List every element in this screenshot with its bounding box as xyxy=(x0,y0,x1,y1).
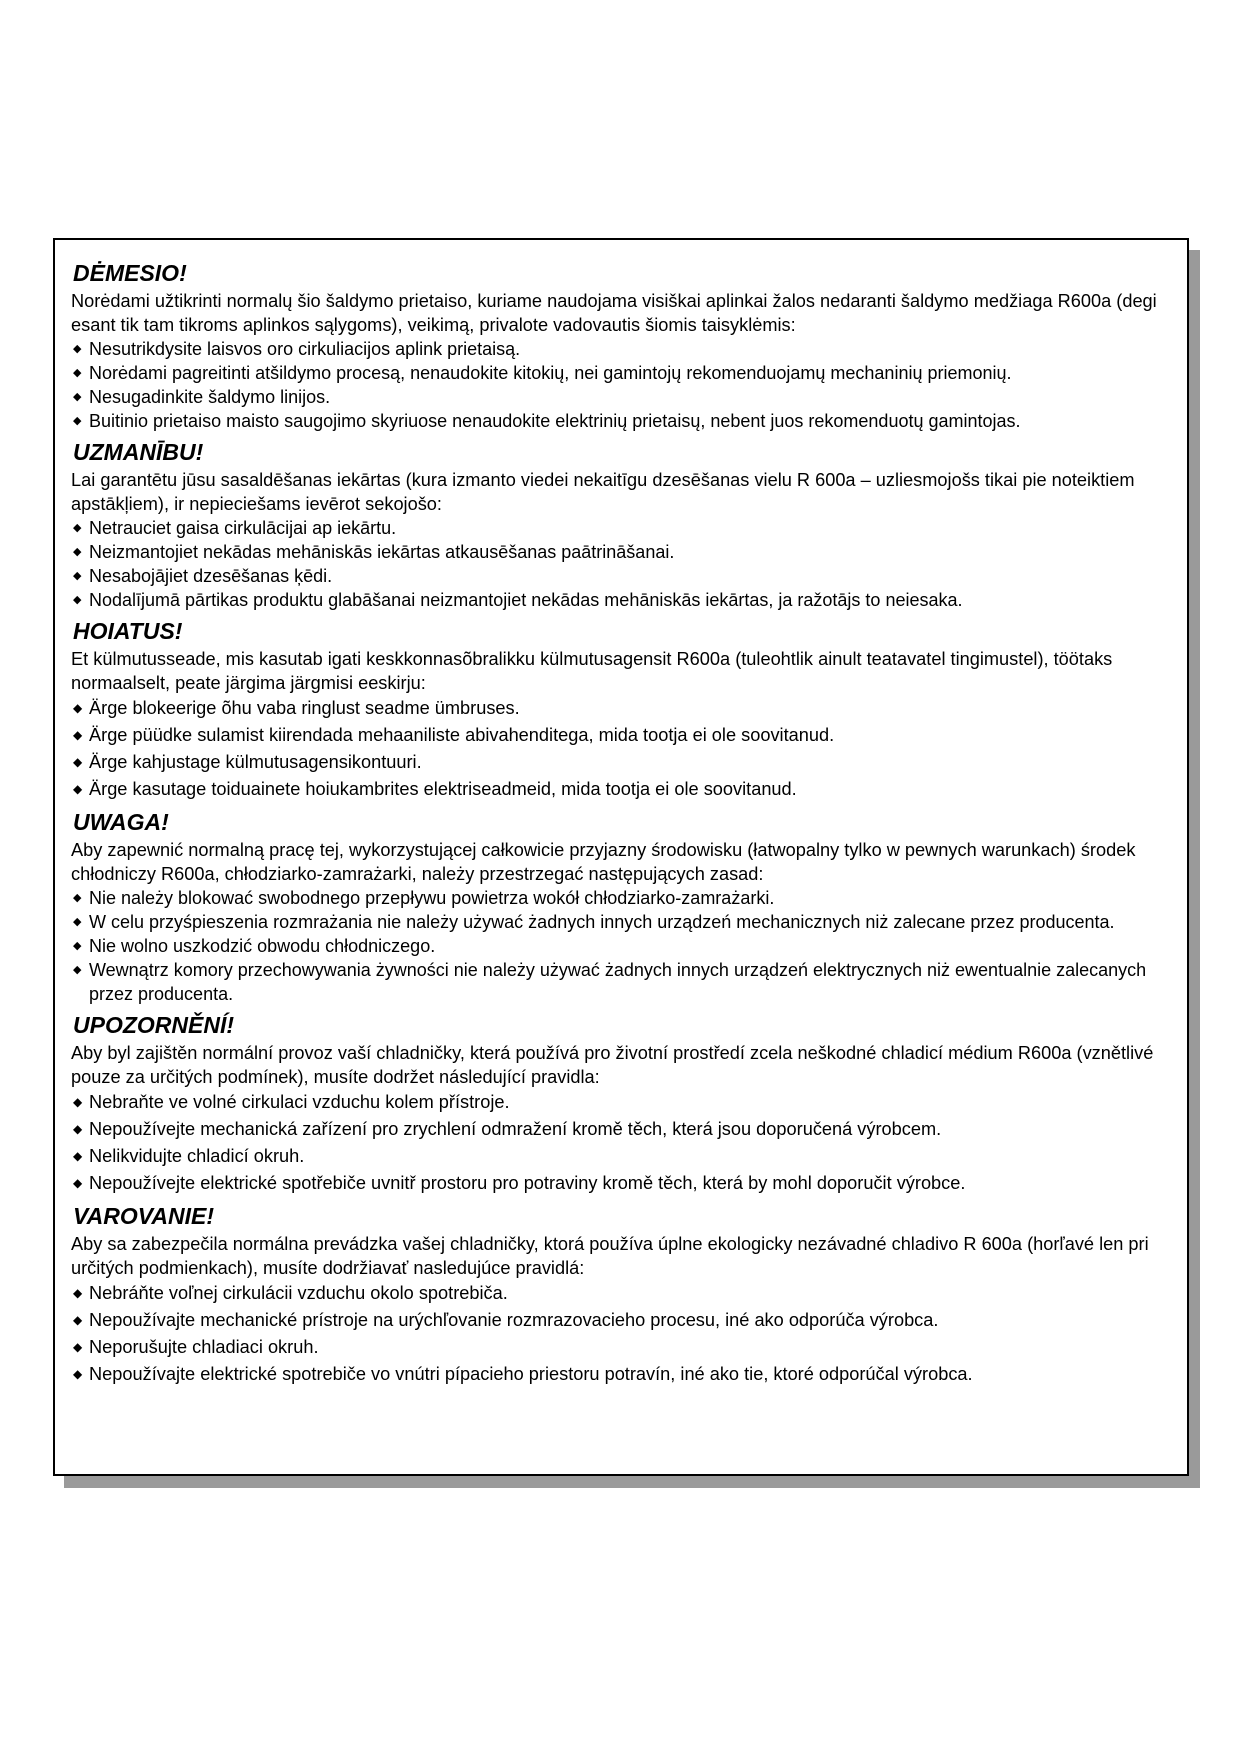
diamond-bullet-icon: ◆ xyxy=(73,964,82,976)
rule-text: Nodalījumā pārtikas produktu glabāšanai neizmantojiet nekādas mehāniskās iekārtas, ja ražotājs to neiesaka. xyxy=(89,590,963,610)
rule-text: Neizmantojiet nekādas mehāniskās iekārtas atkausēšanas paātrināšanai. xyxy=(89,542,675,562)
rule-text: Wewnątrz komory przechowywania żywności nie należy używać żadnych innych urządzeń elektrycznych niż ewentualnie zalecanych przez producenta. xyxy=(89,960,1147,1004)
list-item xyxy=(71,516,1173,540)
rule-text: W celu przyśpieszenia rozmrażania nie należy używać żadnych innych urządzeń mechanicznych niż zalecane przez producenta. xyxy=(89,912,1115,932)
list-item xyxy=(71,385,1173,409)
list-item xyxy=(71,749,1173,776)
notice-section-latvian xyxy=(71,439,1173,612)
rule-text: Nesugadinkite šaldymo linijos. xyxy=(89,387,331,407)
list-item xyxy=(71,1089,1173,1116)
rule-text: Nelikvidujte chladicí okruh. xyxy=(89,1146,305,1166)
rule-text: Ärge kasutage toiduainete hoiukambrites elektriseadmeid, mida tootja ei ole soovitanud. xyxy=(89,779,797,799)
section-title: UWAGA! xyxy=(73,809,169,835)
list-item xyxy=(71,361,1173,385)
diamond-bullet-icon: ◆ xyxy=(73,1176,83,1190)
rule-text: Nebraňte ve volné cirkulaci vzduchu kolem přístroje. xyxy=(89,1092,510,1112)
rule-list xyxy=(71,516,1173,612)
diamond-bullet-icon: ◆ xyxy=(73,782,83,796)
rule-text: Netrauciet gaisa cirkulācijai ap iekārtu. xyxy=(89,518,397,538)
rule-text: Nie wolno uszkodzić obwodu chłodniczego. xyxy=(89,936,436,956)
rule-text: Nie należy blokować swobodnego przepływu powietrza wokół chłodziarko-zamrażarki. xyxy=(89,888,775,908)
diamond-bullet-icon: ◆ xyxy=(73,1149,83,1163)
list-item xyxy=(71,958,1173,1006)
notice-section-estonian xyxy=(71,618,1173,803)
list-item xyxy=(71,1361,1173,1388)
diamond-bullet-icon: ◆ xyxy=(73,1367,83,1381)
list-item xyxy=(71,588,1173,612)
notice-section-lithuanian xyxy=(71,260,1173,433)
list-item xyxy=(71,409,1173,433)
rule-text: Nepoužívejte elektrické spotřebiče uvnitř prostoru pro potraviny kromě těch, která by mohl doporučit výrobce. xyxy=(89,1173,966,1193)
diamond-bullet-icon: ◆ xyxy=(73,1095,83,1109)
section-title: UPOZORNĚNÍ! xyxy=(73,1012,234,1038)
rule-text: Nepoužívejte mechanická zařízení pro zrychlení odmražení kromě těch, která jsou doporučená výrobcem. xyxy=(89,1119,942,1139)
diamond-bullet-icon: ◆ xyxy=(73,1340,83,1354)
diamond-bullet-icon: ◆ xyxy=(73,728,83,742)
section-intro: Aby zapewnić normalną pracę tej, wykorzystującej całkowicie przyjazny środowisku (łatwopalny tylko w pewnych warunkach) środek chłodniczy R600a, chłodziarko-zamrażarki, należy przestrzegać następujących zasad: xyxy=(71,840,1136,884)
rule-text: Norėdami pagreitinti atšildymo procesą, nenaudokite kitokių, nei gamintojų rekomenduojamų mechaninių priemonių. xyxy=(89,363,1012,383)
diamond-bullet-icon: ◆ xyxy=(73,1122,83,1136)
list-item xyxy=(71,934,1173,958)
rule-list xyxy=(71,695,1173,803)
rule-text: Nebráňte voľnej cirkulácii vzduchu okolo spotrebiča. xyxy=(89,1283,508,1303)
rule-list xyxy=(71,1089,1173,1197)
diamond-bullet-icon: ◆ xyxy=(73,570,82,582)
list-item xyxy=(71,564,1173,588)
diamond-bullet-icon: ◆ xyxy=(73,391,82,403)
rule-text: Ärge kahjustage külmutusagensikontuuri. xyxy=(89,752,422,772)
diamond-bullet-icon: ◆ xyxy=(73,367,82,379)
notice-section-polish xyxy=(71,809,1173,1006)
diamond-bullet-icon: ◆ xyxy=(73,594,82,606)
diamond-bullet-icon: ◆ xyxy=(73,415,82,427)
rule-text: Nepoužívajte elektrické spotrebiče vo vnútri pípacieho priestoru potravín, iné ako tie, ktoré odporúčal výrobca. xyxy=(89,1364,973,1384)
notice-section-czech xyxy=(71,1012,1173,1197)
list-item xyxy=(71,1307,1173,1334)
rule-text: Neporušujte chladiaci okruh. xyxy=(89,1337,319,1357)
diamond-bullet-icon: ◆ xyxy=(73,755,83,769)
list-item xyxy=(71,1334,1173,1361)
rule-list xyxy=(71,1280,1173,1388)
rule-text: Nesutrikdysite laisvos oro cirkuliacijos aplink prietaisą. xyxy=(89,339,521,359)
section-intro: Et külmutusseade, mis kasutab igati keskkonnasõbralikku külmutusagensit R600a (tuleohtlik ainult teatavatel tingimustel), töötaks normaalselt, peate järgima järgmisi eeskirju: xyxy=(71,649,1113,693)
section-intro: Aby byl zajištěn normální provoz vaší chladničky, která používá pro životní prostředí zcela neškodné chladicí médium R600a (vznětlivé pouze za určitých podmínek), musíte dodržet následující pravidla: xyxy=(71,1043,1154,1087)
diamond-bullet-icon: ◆ xyxy=(73,1313,83,1327)
notice-section-slovak xyxy=(71,1203,1173,1388)
section-intro: Lai garantētu jūsu sasaldēšanas iekārtas (kura izmanto viedei nekaitīgu dzesēšanas vielu R 600a – uzliesmojošs tikai pie noteiktiem apstākļiem), ir nepieciešams ievērot sekojošo: xyxy=(71,470,1135,514)
diamond-bullet-icon: ◆ xyxy=(73,546,82,558)
list-item xyxy=(71,722,1173,749)
list-item xyxy=(71,1143,1173,1170)
rule-list xyxy=(71,886,1173,1006)
section-title: VAROVANIE! xyxy=(73,1203,214,1229)
safety-notice-box xyxy=(53,238,1189,1476)
section-title: HOIATUS! xyxy=(73,618,183,644)
rule-text: Nesabojājiet dzesēšanas ķēdi. xyxy=(89,566,333,586)
list-item xyxy=(71,1280,1173,1307)
list-item xyxy=(71,886,1173,910)
rule-text: Buitinio prietaiso maisto saugojimo skyriuose nenaudokite elektrinių prietaisų, nebent juos rekomenduotų gamintojas. xyxy=(89,411,1021,431)
diamond-bullet-icon: ◆ xyxy=(73,701,83,715)
section-title: DĖMESIO! xyxy=(73,260,187,286)
rule-list xyxy=(71,337,1173,433)
section-intro: Aby sa zabezpečila normálna prevádzka vašej chladničky, ktorá používa úplne ekologicky nezávadné chladivo R 600a (horľavé len pri určitých podmienkach), musíte dodržiavať nasledujúce pravidlá: xyxy=(71,1234,1149,1278)
list-item xyxy=(71,1116,1173,1143)
list-item xyxy=(71,695,1173,722)
diamond-bullet-icon: ◆ xyxy=(73,916,82,928)
list-item xyxy=(71,1170,1173,1197)
list-item xyxy=(71,337,1173,361)
list-item xyxy=(71,910,1173,934)
diamond-bullet-icon: ◆ xyxy=(73,1286,83,1300)
diamond-bullet-icon: ◆ xyxy=(73,522,82,534)
diamond-bullet-icon: ◆ xyxy=(73,940,82,952)
list-item xyxy=(71,776,1173,803)
section-title: UZMANĪBU! xyxy=(73,439,204,465)
rule-text: Ärge püüdke sulamist kiirendada mehaaniliste abivahenditega, mida tootja ei ole soovitanud. xyxy=(89,725,835,745)
section-intro: Norėdami užtikrinti normalų šio šaldymo prietaiso, kuriame naudojama visiškai aplinkai žalos nedaranti šaldymo medžiaga R600a (degi esant tik tam tikroms aplinkos sąlygoms), veikimą, privalote vadovautis šiomis taisyklėmis: xyxy=(71,291,1157,335)
rule-text: Nepoužívajte mechanické prístroje na urýchľovanie rozmrazovacieho procesu, iné ako odporúča výrobca. xyxy=(89,1310,939,1330)
rule-text: Ärge blokeerige õhu vaba ringlust seadme ümbruses. xyxy=(89,698,520,718)
diamond-bullet-icon: ◆ xyxy=(73,892,82,904)
diamond-bullet-icon: ◆ xyxy=(73,343,82,355)
list-item xyxy=(71,540,1173,564)
